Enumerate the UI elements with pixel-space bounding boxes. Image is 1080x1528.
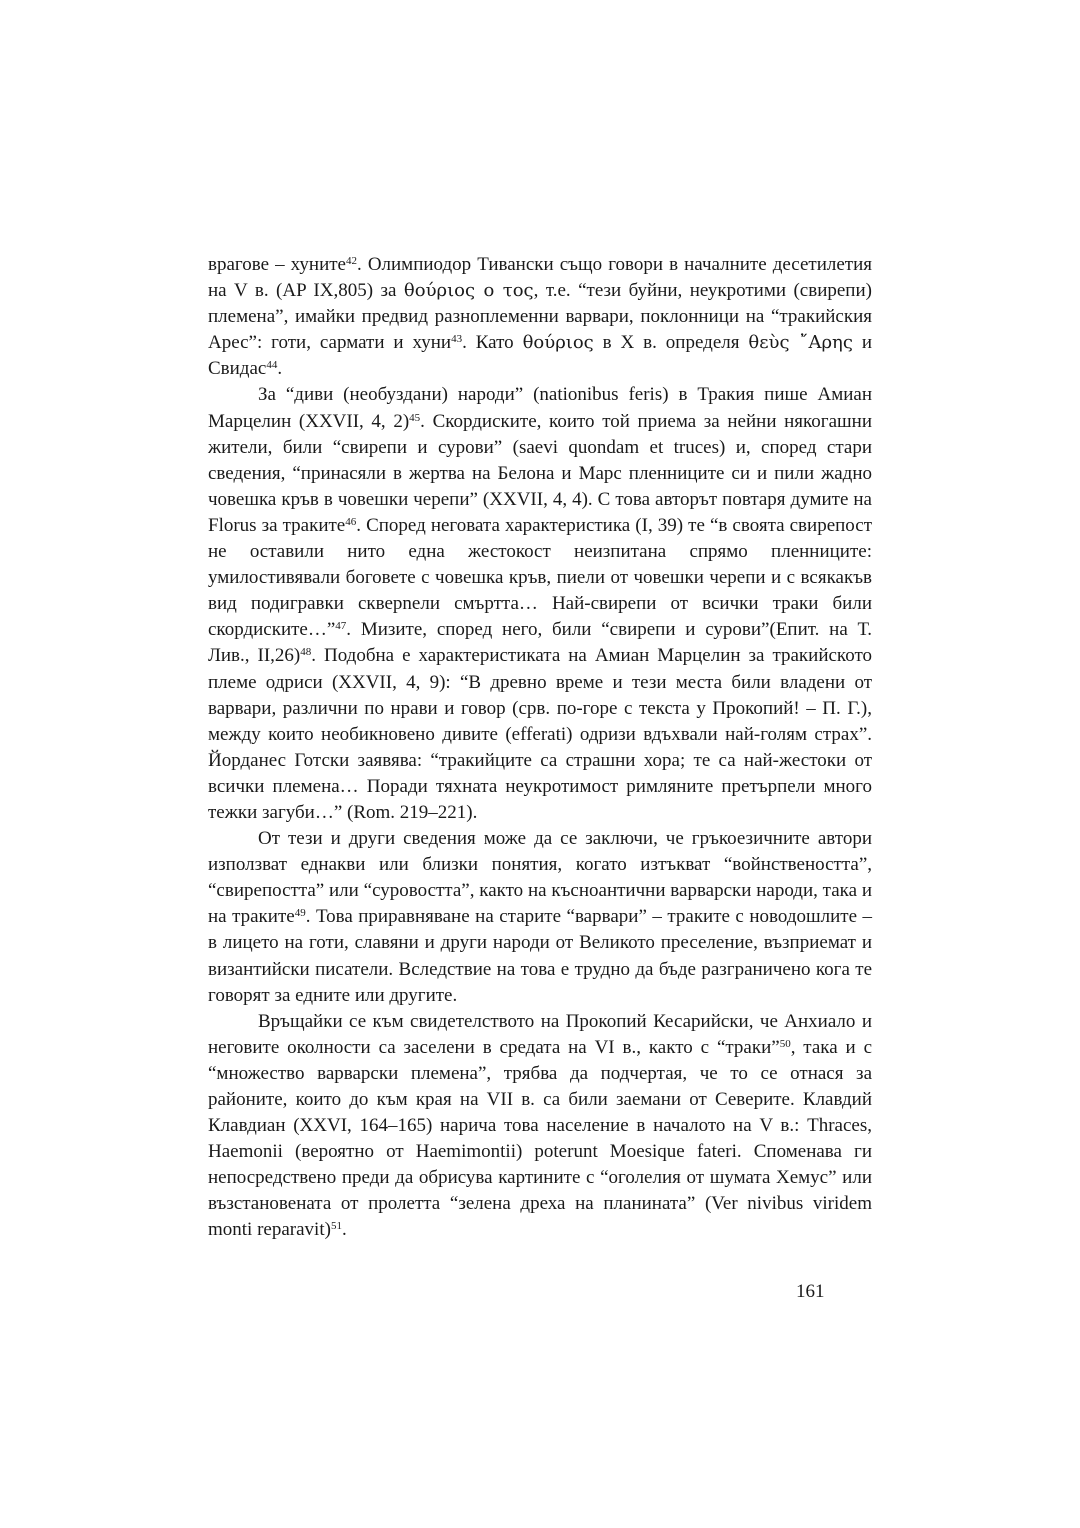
footnote-ref: 43 <box>451 333 463 346</box>
footnote-ref: 48 <box>300 646 312 659</box>
footnote-ref: 46 <box>345 515 357 528</box>
text-run: От тези и други сведения може да се заключи, че гръкоезичните автори използват еднакви или близки понятия, когато изтъкват “войнствеността”, “свирепостта” или “суровостта”, както на късноантични варварски народи, така и на траките <box>208 828 872 928</box>
body-text <box>208 252 872 1244</box>
footnote-ref: 44 <box>266 359 278 372</box>
text-run: . Като <box>462 332 523 354</box>
text-run: в X в. определя <box>593 332 749 354</box>
text-run: и Свидас <box>208 332 872 380</box>
footnote-ref: 51 <box>330 1220 342 1233</box>
greek-term: θεὺς ῎Αρης <box>748 332 853 354</box>
paragraph-p2 <box>208 382 872 826</box>
text-run: , т.е. “тези буйни, неукротими (свирепи) племена”, имайки предвид разноплеменни варвари, поклонници на “тракийския Арес”: готи, сармати и хуни <box>208 280 872 354</box>
paragraph-p1 <box>208 252 872 382</box>
text-run: врагове – хуните <box>208 254 346 275</box>
footnote-ref: 45 <box>409 411 421 424</box>
text-run: . Според неговата характеристика (I, 39) те “в своята свирепост не оставили нито една жестокост неизпитана спрямо пленниците: умилостивявали боговете с човешка кръв, пиели от човешки черепи и с всякакъв вид подигравки скверnели смъртта… Най-свирепи от всички траки били скордиските…” <box>208 514 872 641</box>
text-run: . Скордиските, които той приема за нейни някогашни жители, били “свирепи и сурови” (saevi quondam et truces) и, според стари сведения, “принасяли в жертва на Белона и Марс пленниците си и пили жадно човешка кръв в човешки черепи” (XXVII, 4, 4). С това авторът повтаря думите на Florus за траките <box>208 410 873 536</box>
text-run: . <box>277 358 283 380</box>
footnote-ref: 49 <box>294 907 306 920</box>
page-number: 161 <box>796 1281 825 1302</box>
footnote-ref: 47 <box>335 620 347 633</box>
text-run: . Подобна е характеристиката на Амиан Марцелин за тракийското племе одриси (XXVII, 4, 9): “В древно време и тези места били владени от варвари, различни по нрави и говор (срв. по-горе с текста у Прокопий! – П. Г.), между които необикновено дивите (efferati) одризи вдъхвали най-голям страх”. Йорданес Готски заявява: “тракийците са страшни хора; те са най-жестоки от всички племена… Поради тяхната неукротимост римляните претърпели много тежки загуби…” (Rom. 219–221). <box>208 645 872 823</box>
text-run: . <box>341 1219 347 1241</box>
text-run: . Олимпиодор Тивански също говори в началните десетилетия на V в. (AP IX,805) за <box>208 254 872 302</box>
paragraph-p3 <box>208 826 872 1009</box>
greek-term: θούριος ο τος <box>403 280 534 302</box>
paragraph-p4 <box>208 1009 872 1244</box>
text-run: Връщайки се към свидетелството на Прокопий Кесарийски, че Анхиало и неговите околности са заселени в средата на VI в., както с “траки” <box>208 1010 872 1058</box>
footnote-ref: 50 <box>779 1037 791 1050</box>
footnote-ref: 42 <box>346 255 357 267</box>
text-run: . Това приравняване на старите “варвари” – траките с новодошлите – в лицето на готи, славяни и други народи от Великото преселение, възприемат и византийски писатели. Вследствие на това е трудно да бъде разграничено кога те говорят за едните или другите. <box>208 906 872 1006</box>
text-run: . Мизите, според него, били “свирепи и сурови”(Епит. на Т. Лив., II,26) <box>208 619 872 667</box>
greek-term: θούριος <box>522 332 594 354</box>
text-run: За “диви (необуздани) народи” (nationibus feris) в Тракия пише Амиан Марцелин (XXVII, 4, 2) <box>208 384 872 432</box>
text-run: , така и с “множество варварски племена”, трябва да подчертая, че то се отнася за районите, които до към края на VII в. са били заемани от Северите. Клавдий Клавдиан (XXVI, 164–165) нарича това население в началото на V в.: Thraces, Haemonii (вероятно от Haemimontii) poterunt Moesique fateri. Споменава ги непосредствено преди да обрисува картините с “оголелия от шумата Хемус” или възстановената от пролетта “зелена дреха на планината” (Ver nivibus viridem monti reparavit) <box>208 1036 872 1241</box>
